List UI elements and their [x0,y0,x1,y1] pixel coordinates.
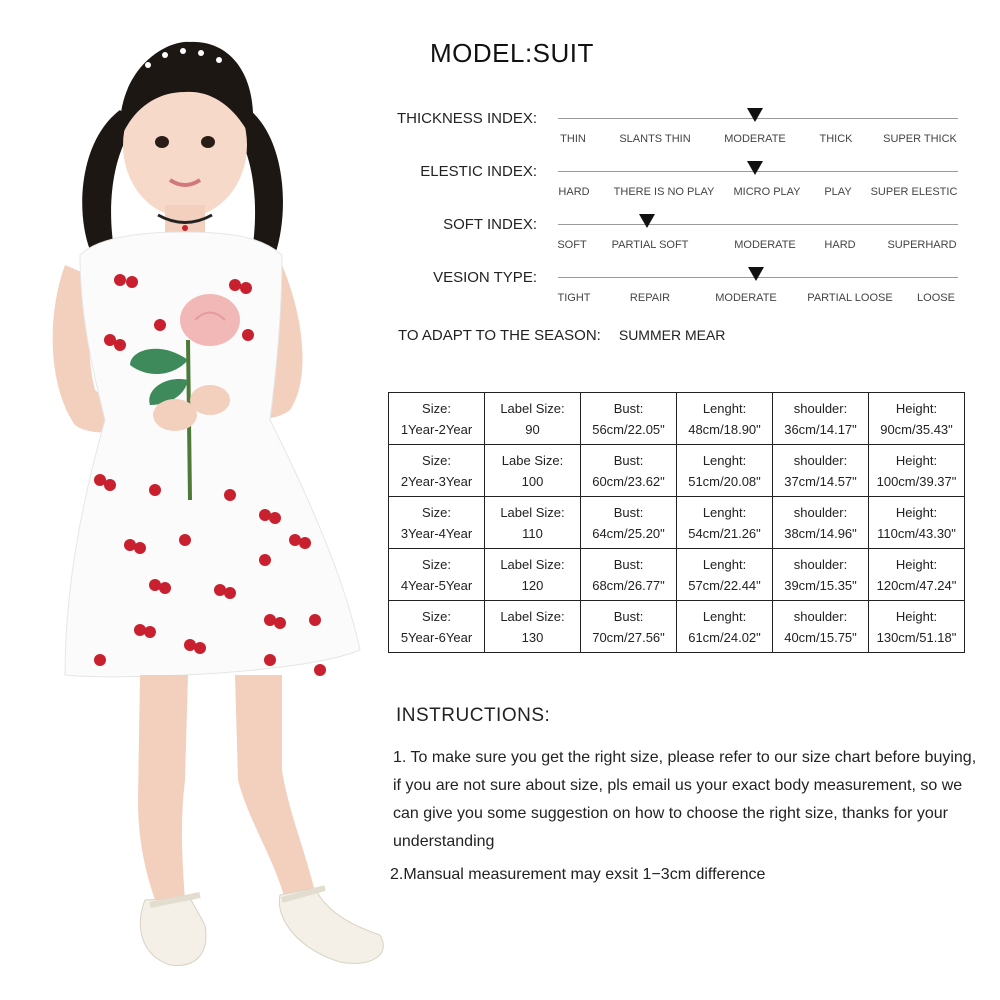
leg-left [138,675,188,900]
table-cell: Size: 5Year-6Year [389,601,485,653]
index-label: SOFT INDEX: [443,216,537,233]
leg-right [235,675,315,900]
table-cell: Height: 130cm/51.18" [869,601,965,653]
elestic-index-row [388,163,968,203]
index-option: MICRO PLAY [733,186,801,198]
index-option: SOFT [557,239,587,251]
index-marker-icon [748,267,764,281]
vesion-type-row [388,269,968,309]
index-option: MODERATE [715,292,777,304]
index-option: SUPERHARD [887,239,957,251]
table-cell: Bust: 56cm/22.05" [581,393,677,445]
table-row [389,549,965,601]
shoe-left [140,898,206,965]
table-cell: Lenght: 54cm/21.26" [677,497,773,549]
index-marker-icon [747,161,763,175]
index-option: PLAY [824,186,852,198]
hand-left [153,399,197,431]
thickness-index-row [388,110,968,150]
rose-flower [180,294,240,346]
table-cell: Bust: 70cm/27.56" [581,601,677,653]
table-cell: shoulder: 39cm/15.35" [773,549,869,601]
model-photo [20,20,390,985]
index-option: THICK [819,133,853,145]
index-option: HARD [824,239,856,251]
index-scale-line [558,118,958,145]
instruction-item-1: 1. To make sure you get the right size, please refer to our size chart before buying, if you are not sure about size, pls email us your exact body measurement, so we can give you some suggestion on how to choose the right size, thanks for your understanding [393,749,977,850]
index-option: SLANTS THIN [619,133,691,145]
index-option: THIN [560,133,586,145]
table-cell: Label Size: 130 [485,601,581,653]
soft-index-row [388,216,968,256]
table-cell: Size: 4Year-5Year [389,549,485,601]
index-label: THICKNESS INDEX: [396,110,537,127]
table-row [389,497,965,549]
index-scale-line [557,277,958,304]
table-row [389,601,965,653]
table-cell: Label Size: 110 [485,497,581,549]
index-option: REPAIR [629,292,671,304]
table-cell: shoulder: 40cm/15.75" [773,601,869,653]
season-label: TO ADAPT TO THE SEASON: [398,327,601,344]
table-cell: Height: 90cm/35.43" [869,393,965,445]
table-cell: shoulder: 38cm/14.96" [773,497,869,549]
index-option: SUPER THICK [883,133,957,145]
index-option: PARTIAL LOOSE [807,292,893,304]
table-cell: Label Size: 90 [485,393,581,445]
table-cell: Lenght: 61cm/24.02" [677,601,773,653]
hand-right [190,385,230,415]
table-cell: Bust: 68cm/26.77" [581,549,677,601]
index-option: PARTIAL SOFT [611,239,689,251]
index-option: HARD [558,186,590,198]
table-row [389,393,965,445]
size-chart-table [388,392,965,653]
choker-charm [182,225,188,231]
index-option: SUPER ELESTIC [870,186,958,198]
index-option: TIGHT [557,292,591,304]
table-row [389,445,965,497]
index-option: MODERATE [724,133,786,145]
season-value: SUMMER MEAR [618,327,726,343]
index-marker-icon [639,214,655,228]
table-cell: Labe Size: 100 [485,445,581,497]
season-line [398,327,725,344]
index-option: MODERATE [734,239,796,251]
table-cell: Label Size: 120 [485,549,581,601]
eye-right [201,136,215,148]
table-cell: Lenght: 48cm/18.90" [677,393,773,445]
index-scale-line [558,171,958,198]
instruction-item-2: 2.Mansual measurement may exsit 1−3cm difference [390,866,766,883]
table-cell: Size: 1Year-2Year [389,393,485,445]
index-option: THERE IS NO PLAY [613,186,715,198]
table-cell: Height: 110cm/43.30" [869,497,965,549]
table-cell: shoulder: 36cm/14.17" [773,393,869,445]
table-cell: Height: 100cm/39.37" [869,445,965,497]
table-cell: Lenght: 51cm/20.08" [677,445,773,497]
index-marker-icon [747,108,763,122]
instructions-title: INSTRUCTIONS: [396,705,551,726]
index-option: LOOSE [917,292,955,304]
model-suit-title: MODEL:SUIT [430,38,594,68]
eye-left [155,136,169,148]
index-label: VESION TYPE: [433,269,537,286]
table-cell: Size: 3Year-4Year [389,497,485,549]
table-cell: shoulder: 37cm/14.57" [773,445,869,497]
index-label: ELESTIC INDEX: [420,163,537,180]
index-scale-line [557,224,958,251]
table-cell: Bust: 64cm/25.20" [581,497,677,549]
table-cell: Size: 2Year-3Year [389,445,485,497]
table-cell: Lenght: 57cm/22.44" [677,549,773,601]
table-cell: Bust: 60cm/23.62" [581,445,677,497]
table-cell: Height: 120cm/47.24" [869,549,965,601]
